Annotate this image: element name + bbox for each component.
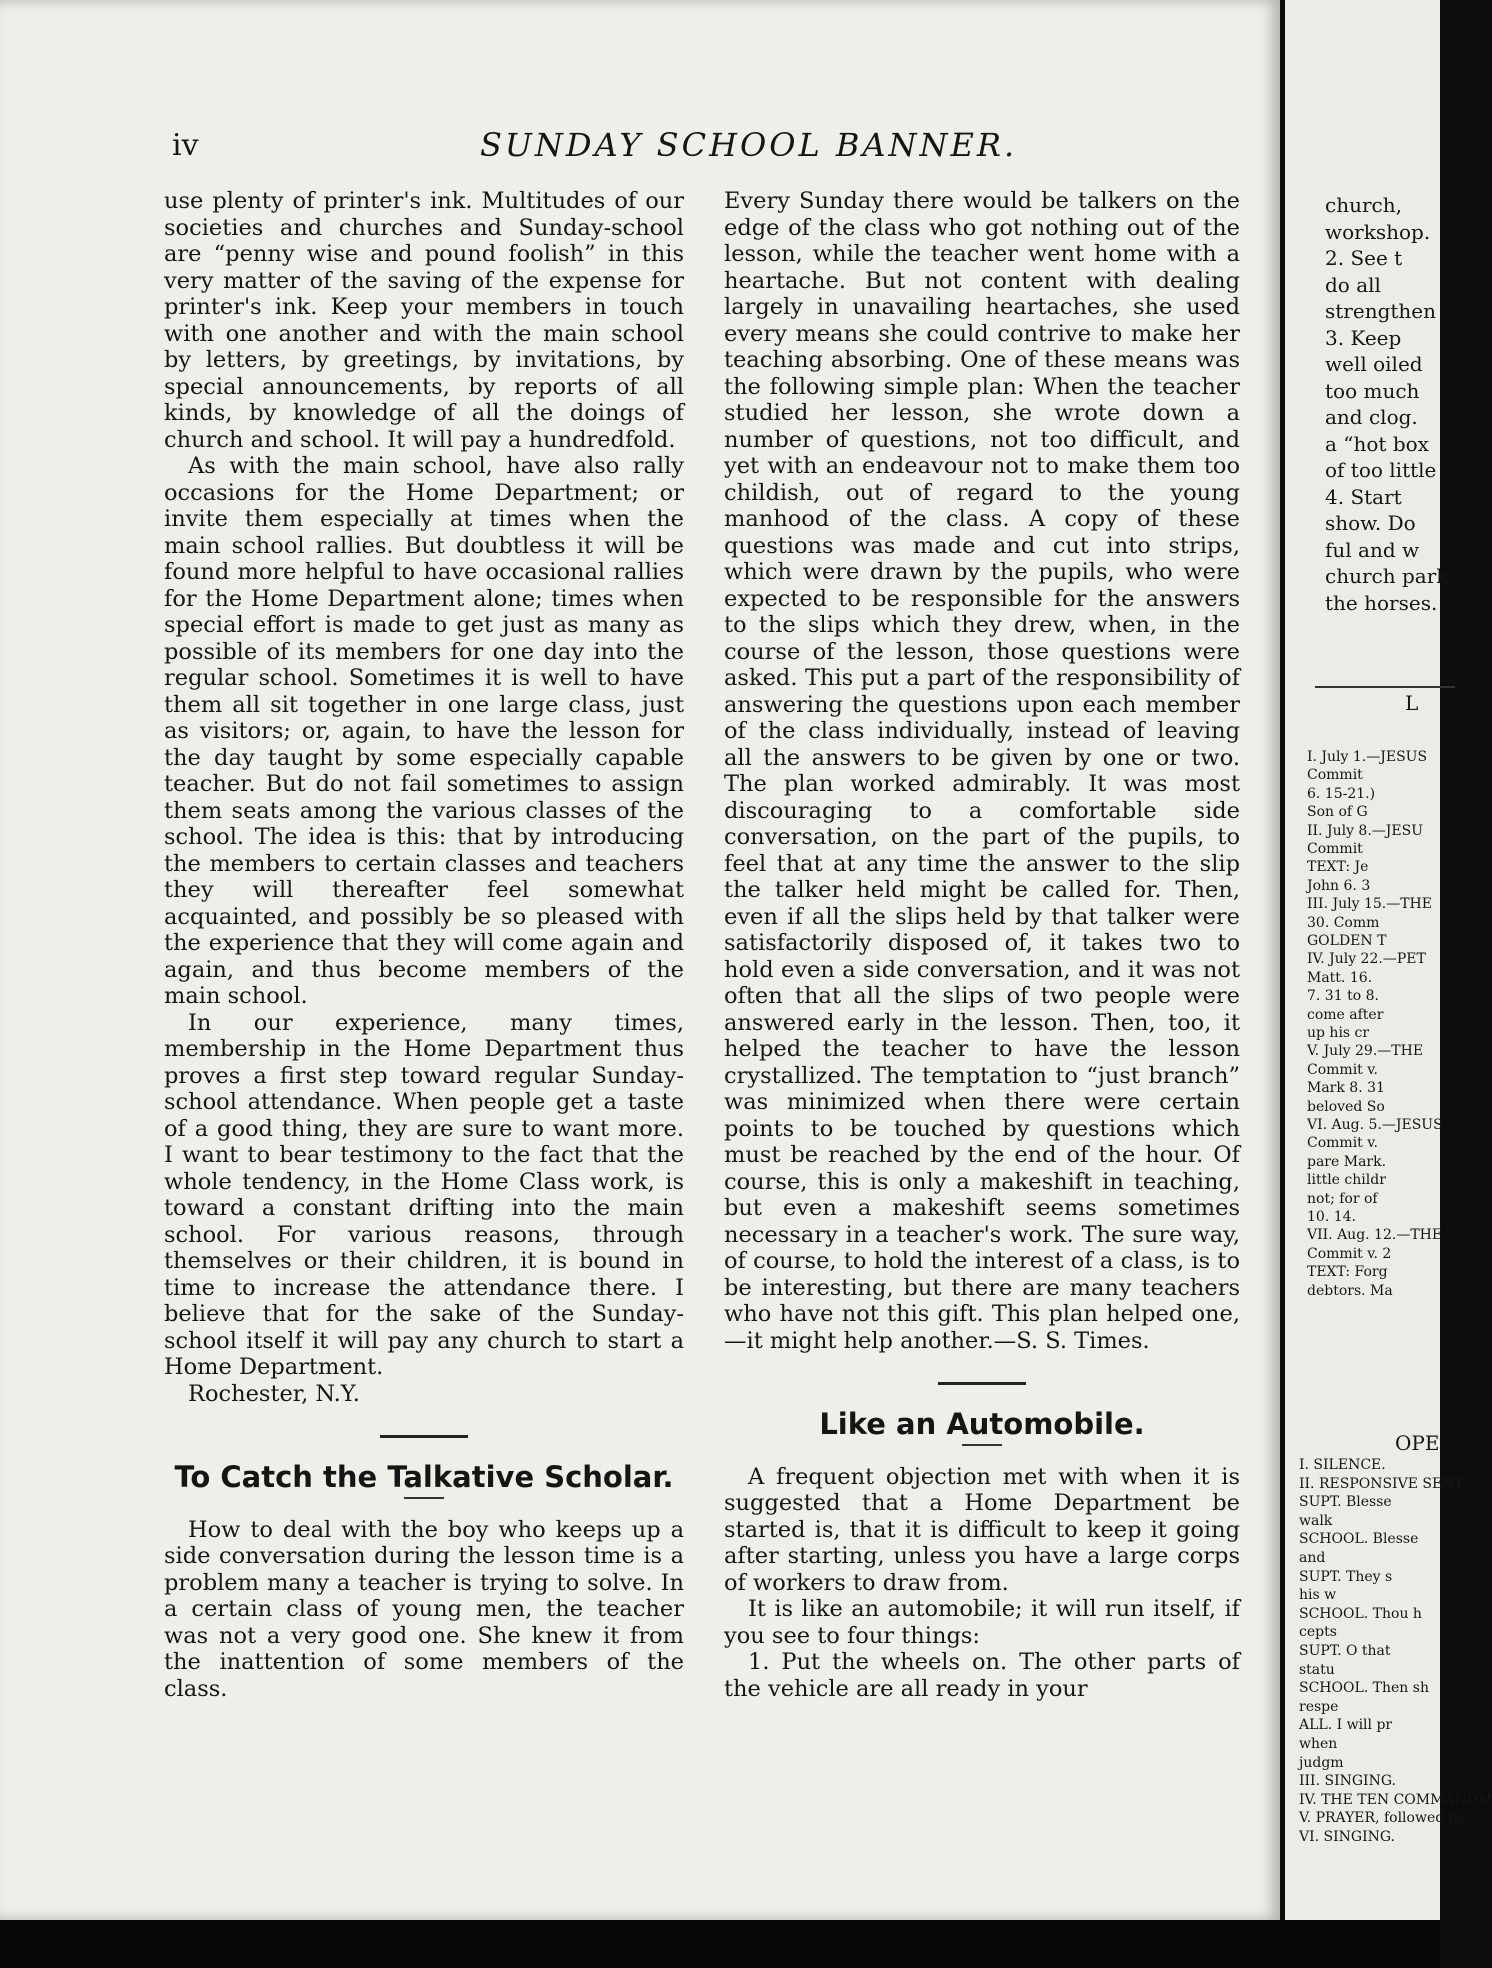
lesson-list-line: TEXT: Je	[1307, 859, 1369, 876]
paragraph: A frequent objection met with when it is suggested that a Home Department be started is, that it is difficult to keep it going after starting, unless you have a large corps of workers to draw from.	[724, 1463, 1240, 1596]
lesson-list-line: 30. Comm	[1307, 914, 1380, 931]
lesson-list-line: Commit v.	[1307, 1061, 1378, 1078]
lesson-list-line: pare Mark.	[1307, 1153, 1387, 1170]
lesson-list-line: not; for of	[1307, 1190, 1378, 1207]
order-line: when	[1299, 1736, 1338, 1752]
paragraph: Every Sunday there would be talkers on the edge of the class who got nothing out of the lesson, while the teacher went home with a heartache. But not content with dealing largely in unavailing heartaches, she used every means she could contrive to make her teaching absorbing. One of these means was the following simple plan: When the teacher studied her lesson, she wrote down a number of questions, not too difficult, and yet with an endeavour not to make them too childish, out of regard to the young manhood of the class. A copy of these questions was made and cut into strips, which were drawn by the pupils, who were expected to be responsible for the answers to the slips which they drew, when, in the course of the lesson, those questions were asked. This put a part of the responsibility of answering the questions upon each member of the class individually, instead of leaving all the answers to be given by one or two. The plan worked admirably. It was most discouraging to a comfortable side conversation, on the part of the pupils, to feel that at any time the answer to the slip the talker held might be called for. Then, even if all the slips held by that talker were satisfactorily disposed of, it takes two to hold even a side conversation, and it was not often that all the slips of two people were answered early in the lesson. Then, too, it helped the teacher to have the lesson crystallized. The temptation to “just branch” was minimized when there were certain points to be touched by questions which must be reached by the end of the hour. Of course, this is only a makeshift in teaching, but even a makeshift seems sometimes necessary in a teacher's work. The sure way, of course, to hold the interest of a class, is to be interesting, but there are many teachers who have not this gift. This plan helped one,—it might help another.—S. S. Times.	[724, 188, 1240, 1354]
order-heading-fragment: OPE	[1395, 1431, 1440, 1455]
article-heading: Like an Automobile.	[819, 1407, 1145, 1441]
heading-underline	[404, 1497, 444, 1499]
paragraph: 1. Put the wheels on. The other parts of the vehicle are all ready in your	[724, 1649, 1240, 1702]
lesson-list-line: TEXT: Forg	[1307, 1264, 1388, 1281]
fragment-line: of too little	[1325, 458, 1437, 482]
order-line: and	[1299, 1550, 1326, 1566]
lesson-list-line: IV. July 22.—PET	[1307, 951, 1426, 968]
order-line: III. SINGING.	[1299, 1773, 1396, 1790]
fragment-line: do all	[1325, 272, 1381, 297]
signoff: Rochester, N.Y.	[188, 1380, 360, 1407]
lesson-list-line: II. July 8.—JESU	[1307, 822, 1424, 839]
fragment-line: well oiled	[1325, 352, 1423, 376]
order-line: his w	[1299, 1587, 1337, 1604]
lesson-list-line: V. July 29.—THE	[1307, 1043, 1424, 1060]
section-divider	[1315, 686, 1455, 688]
fragment-line: strengthen	[1325, 299, 1437, 323]
lesson-list-line: little childr	[1307, 1172, 1386, 1189]
article-heading: To Catch the Talkative Scholar.	[174, 1460, 674, 1494]
order-line: judgm	[1299, 1754, 1344, 1771]
order-line: SUPT. O that	[1299, 1643, 1391, 1659]
order-line: II. RESPONSIVE SENT	[1299, 1475, 1464, 1492]
lesson-list-line: come after	[1307, 1006, 1384, 1023]
order-line: ALL. I will pr	[1299, 1717, 1393, 1734]
order-line: IV. THE TEN COMMANDM	[1299, 1791, 1492, 1808]
fragment-line: church park	[1325, 564, 1449, 588]
lesson-list-line: III. July 15.—THE	[1307, 896, 1432, 913]
lesson-list-line: John 6. 3	[1307, 877, 1371, 894]
order-line: SCHOOL. Then sh	[1299, 1680, 1429, 1697]
lesson-list-line: VI. Aug. 5.—JESUS	[1307, 1117, 1443, 1133]
lesson-list-line: 10. 14.	[1307, 1209, 1356, 1225]
section-divider	[380, 1435, 468, 1438]
section-divider	[938, 1382, 1026, 1385]
fragment-line: workshop.	[1325, 219, 1431, 244]
fragment-line: 3. Keep	[1325, 325, 1402, 350]
scan-edge	[0, 1920, 1440, 1968]
lesson-list-line: 6. 15-21.)	[1307, 785, 1376, 802]
paragraph: As with the main school, have also rally occasions for the Home Department; or invite them especially at times when the main school rallies. But doubtless it will be found more helpful to have occasional rallies for the Home Department alone; times when special effort is made to get just as many as possible of its members for one day into the regular school. Sometimes it is well to have them all sit together in one large class, just as visitors; or, again, to have the lesson for the day taught by some especially capable teacher. But do not fail sometimes to assign them seats among the various classes of the school. The idea is this: that by introducing the members to certain classes and teachers they will thereafter feel somewhat acquainted, and possibly be so pleased with the experience that they will come again and again, and thus become members of the main school.	[164, 453, 684, 1009]
lesson-list-line: Commit	[1307, 841, 1363, 857]
lesson-list-line: GOLDEN T	[1307, 933, 1387, 949]
fragment-line: church,	[1325, 193, 1402, 217]
order-line: walk	[1299, 1512, 1333, 1529]
section-heading-fragment: L	[1405, 691, 1419, 715]
fragment-line: too much	[1325, 378, 1420, 403]
order-line: SUPT. They s	[1299, 1568, 1393, 1585]
order-line: SUPT. Blesse	[1299, 1494, 1392, 1511]
lesson-list-line: Commit v. 2	[1307, 1245, 1392, 1262]
lesson-list-line: I. July 1.—JESUS	[1307, 749, 1428, 765]
order-line: SCHOOL. Blesse	[1299, 1531, 1419, 1548]
fragment-line: 4. Start	[1325, 484, 1402, 509]
order-line: SCHOOL. Thou h	[1299, 1605, 1422, 1622]
lesson-list-line: up his cr	[1307, 1025, 1370, 1041]
lesson-list-line: 7. 31 to 8.	[1307, 988, 1379, 1005]
order-line: statu	[1299, 1661, 1335, 1678]
lesson-list-line: Mark 8. 31	[1307, 1080, 1385, 1097]
order-line: I. SILENCE.	[1299, 1457, 1386, 1473]
fragment-line: and clog.	[1325, 405, 1418, 429]
paragraph: It is like an automobile; it will run itself, if you see to four things:	[724, 1596, 1240, 1649]
running-title: SUNDAY SCHOOL BANNER.	[480, 126, 1018, 164]
fragment-line: a “hot box	[1325, 431, 1429, 456]
column-1	[164, 188, 684, 1702]
order-line: respe	[1299, 1698, 1339, 1715]
fragment-line: ful and w	[1325, 537, 1420, 562]
lesson-list-line: Matt. 16.	[1307, 969, 1373, 986]
paragraph: use plenty of printer's ink. Multitudes of our societies and churches and Sunday-school are “penny wise and pound foolish” in this very matter of the saving of the expense for printer's ink. Keep your members in touch with one another and with the main school by letters, by greetings, by invitations, by special announcements, by reports of all kinds, by knowledge of all the doings of church and school. It will pay a hundredfold.	[164, 188, 684, 453]
lesson-list-line: beloved So	[1307, 1098, 1385, 1115]
lesson-list-line: debtors. Ma	[1307, 1282, 1393, 1299]
lesson-list-line: Son of G	[1307, 804, 1368, 821]
fragment-line: the horses.	[1325, 590, 1438, 615]
column-2	[724, 188, 1240, 1702]
page-right-fragment	[1285, 0, 1492, 1920]
page-number: iv	[172, 128, 199, 163]
fragment-line: 2. See t	[1325, 246, 1403, 270]
fragment-line: show. Do	[1325, 511, 1416, 535]
lesson-list-line: Commit v.	[1307, 1135, 1378, 1152]
lesson-list-line: Commit	[1307, 767, 1363, 784]
paragraph: In our experience, many times, membership in the Home Department thus proves a first step toward regular Sunday-school attendance. When people get a taste of a good thing, they are sure to want more. I want to bear testimony to the fact that the whole tendency, in the Home Class work, is toward a constant drifting into the main school. For various reasons, through themselves or their children, it is bound in time to increase the attendance there. I believe that for the sake of the Sunday-school itself it will pay any church to start a Home Department.	[164, 1009, 684, 1380]
paragraph: How to deal with the boy who keeps up a side conversation during the lesson time is a problem many a teacher is trying to solve. In a certain class of young men, the teacher was not a very good one. She knew it from the inattention of some members of the class.	[164, 1516, 684, 1702]
order-line: cepts	[1299, 1624, 1337, 1641]
order-line: V. PRAYER, followed by	[1299, 1810, 1466, 1827]
heading-underline	[962, 1444, 1002, 1446]
order-line: VI. SINGING.	[1299, 1829, 1396, 1845]
lesson-list-line: VII. Aug. 12.—THE	[1307, 1227, 1443, 1244]
